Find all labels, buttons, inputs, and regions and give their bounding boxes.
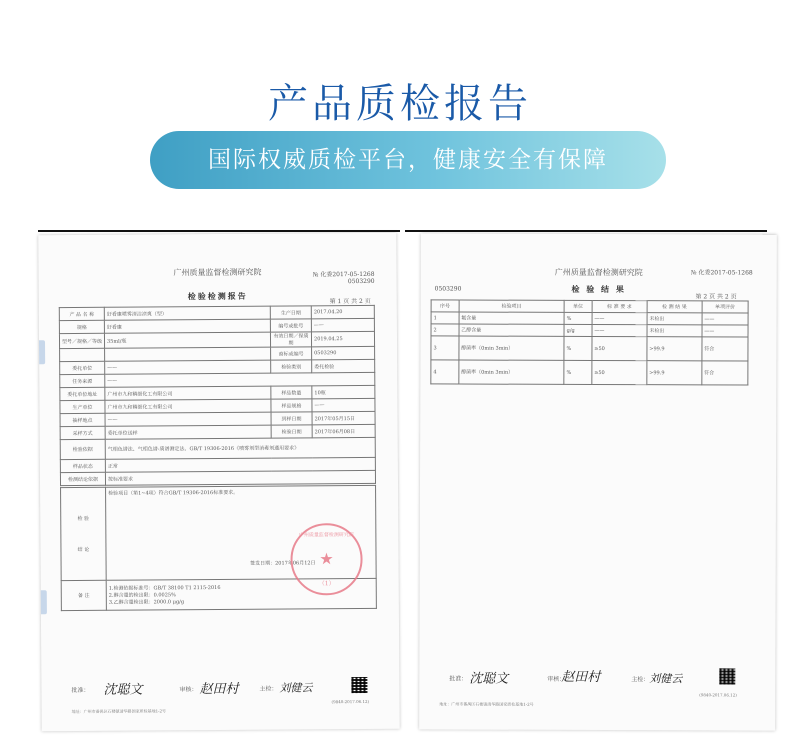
table-cell: 委托检验	[312, 359, 375, 372]
table-cell: 符合	[702, 337, 748, 361]
table-cell: 广州市九和精细化工有限公司	[105, 399, 271, 413]
table-row	[431, 324, 748, 337]
table-cell: 型号／规格／等级	[59, 333, 104, 348]
table-cell: ——	[311, 318, 374, 331]
institute-name: 广州质量监督检测研究院	[554, 267, 643, 278]
footer-code: (9840-2017.06.12)	[331, 698, 370, 705]
binder-clip	[38, 340, 45, 364]
table-cell: 2	[431, 324, 459, 336]
table-row	[60, 437, 375, 459]
page-number: 第 1 页 共 2 页	[329, 297, 371, 306]
table-cell: 委托单位送样	[105, 425, 271, 439]
approver-label: 批准：	[449, 675, 468, 683]
footer-code: (9840-2017.06.12)	[699, 692, 737, 698]
column-header: 单项评价	[702, 301, 748, 313]
table-cell: 检验依据	[60, 439, 105, 459]
table-cell: 规格	[59, 320, 104, 333]
table-cell: 有效日期／保质期	[270, 332, 311, 347]
page-number: 第 2 页 共 2 页	[695, 293, 737, 301]
table-cell	[60, 348, 105, 361]
results-table	[430, 299, 748, 385]
table-cell: ——	[702, 325, 748, 337]
serial-number: 0503290	[347, 277, 375, 286]
remark: 3.乙醇含量检出限：2000.0 μg/g	[108, 599, 185, 606]
table-cell: 采样方式	[60, 426, 105, 439]
table-cell: ——	[592, 312, 647, 324]
table-cell: 商标或编号	[271, 347, 312, 360]
table-cell: 委托单位地址	[60, 387, 105, 400]
table-cell: 样品规格	[271, 399, 312, 412]
table-cell: 2017年06月08日	[312, 424, 375, 437]
banner: 国际权威质检平台，健康安全有保障	[150, 131, 666, 189]
column-header: 标 准 要 求	[592, 300, 647, 312]
divider	[38, 230, 400, 232]
table-cell: 正常	[105, 457, 375, 472]
institute-name: 广州质量监督检测研究院	[173, 267, 262, 278]
reviewer-signature: 赵田村	[561, 669, 601, 686]
table-cell: 生产单位	[60, 400, 105, 413]
table-cell: ——	[702, 313, 748, 325]
table-cell: 委托单位	[60, 361, 105, 374]
tester-signature: 刘健云	[279, 681, 313, 695]
table-cell: 抽样地点	[60, 413, 105, 426]
table-cell: 醇菌率（0min 3min）	[459, 336, 564, 360]
table-cell: 广州市九和精细化工有限公司	[105, 386, 271, 400]
table-cell: 检验类别	[271, 360, 312, 373]
table-row	[431, 312, 748, 325]
table-cell: ——	[105, 412, 271, 426]
serial-number: 0503290	[434, 285, 462, 293]
table-cell: 到样日期	[271, 412, 312, 425]
page-title: 产品质检报告	[268, 81, 532, 127]
table-row	[431, 360, 748, 385]
approver-label: 批准：	[71, 686, 90, 695]
table-row	[60, 470, 375, 485]
remark: 2.醇含量的检出限：0.0025%	[108, 592, 176, 599]
qr-code	[351, 677, 367, 693]
reviewer-signature: 赵田村	[199, 681, 239, 698]
footer-address: 地址：广州市番禺区石楼镇清华路国家质检基地1-2号	[439, 701, 534, 707]
table-cell: 2017年05月15日	[312, 411, 375, 424]
table-cell: 样品状态	[60, 459, 105, 472]
table-cell: g/g	[564, 324, 592, 336]
table-cell: >99.9	[647, 337, 702, 361]
report-page-1	[38, 233, 399, 731]
table-cell: 3	[431, 336, 459, 360]
conclusion-text: 检验项目（第1~4项）符合GB/T 19306-2016标准要求。	[108, 489, 239, 497]
table-cell: 1	[431, 312, 459, 324]
table-cell: 10瓶	[312, 385, 375, 398]
table-cell: 好看康	[104, 319, 270, 333]
table-cell: ≥50	[592, 336, 647, 360]
column-header: 序号	[431, 300, 459, 312]
conclusion-label: 结 论	[77, 546, 90, 553]
sign-date: 签发日期：2017年06月12日	[250, 560, 316, 567]
footer-address: 地址：广州市番禺区石楼镇清华路国家质检基地1-2号	[71, 708, 167, 715]
conclusion-table: 检 验 结 论 检验项目（第1~4项）符合GB/T 19306-2016标准要求。 签发日期：2017年06月12日 备 注 1.检测依据标准号：GB/T 38100 T1 2115-2016 2.醇含量的检出限：0.0025% 3.乙醇含量检出限：2000.0 μg/g	[60, 485, 377, 611]
column-header: 检验项目	[459, 300, 564, 312]
table-cell: 编号或批号	[270, 319, 311, 332]
reviewer-label: 审核：	[547, 675, 566, 683]
table-cell: ≥50	[592, 360, 647, 384]
table-cell: ——	[105, 360, 271, 374]
table-cell: 检测结论依据	[60, 472, 105, 485]
table-cell	[105, 347, 271, 361]
conclusion-label: 检 验	[77, 515, 90, 522]
divider	[405, 230, 767, 232]
table-cell: 任务来源	[60, 374, 105, 387]
tester-signature: 刘健云	[649, 672, 683, 686]
reviewer-label: 审核：	[179, 686, 198, 694]
column-header: 单位	[564, 300, 592, 312]
report-number: № 化委2017-05-1268	[312, 270, 375, 279]
report-page-2	[419, 233, 777, 730]
table-cell: 符合	[702, 361, 748, 385]
remark: 1.检测依据标准号：GB/T 38100 T1 2115-2016	[108, 584, 221, 592]
table-cell: 乙醇含量	[459, 324, 564, 336]
table-cell: 好看康喷雾清洁凉爽（型）	[104, 306, 270, 320]
table-cell: 氟含量	[459, 312, 564, 324]
table-cell: >99.9	[647, 361, 702, 385]
table-cell: 2019.04.25	[311, 331, 374, 346]
table-cell: 醇菌率（0min 3min）	[459, 360, 564, 384]
table-row	[431, 336, 748, 361]
table-cell: 按标准要求	[105, 470, 375, 485]
official-stamp: 广州质量监督检测研究院 ★ （1）	[290, 523, 363, 596]
report-number: № 化委2017-05-1268	[690, 269, 753, 277]
table-cell: 未检出	[647, 313, 702, 325]
table-cell: %	[564, 360, 592, 384]
table-cell: ——	[592, 324, 647, 336]
qr-code	[719, 668, 735, 684]
table-cell: 4	[431, 360, 459, 384]
table-cell: 0503290	[312, 346, 375, 359]
table-cell: %	[564, 312, 592, 324]
table-cell: 检验日期	[271, 425, 312, 438]
report-table	[59, 305, 376, 486]
table-cell: 未检出	[647, 325, 702, 337]
binder-clip	[39, 590, 47, 614]
table-cell: 2017.04.20	[311, 305, 374, 318]
table-cell: 样品数量	[271, 386, 312, 399]
table-cell: 产 品 名 称	[59, 307, 104, 320]
report-title: 检验检测报告	[187, 290, 248, 302]
table-cell: %	[564, 336, 592, 360]
table-cell: 气相色谱法、气相色谱-质谱测定法、GB/T 19306-2016《喷雾剂型消毒剂通用要求》	[105, 437, 375, 459]
table-cell: ——	[312, 398, 375, 411]
approver-signature: 沈聪文	[103, 682, 143, 698]
table-cell: 35ml/瓶	[104, 332, 270, 348]
tester-label: 主检：	[259, 685, 278, 693]
column-header: 检 测 结 果	[647, 301, 702, 313]
approver-signature: 沈聪文	[469, 671, 509, 687]
table-cell: ——	[105, 372, 375, 387]
report-title: 检 验 结 果	[571, 283, 626, 295]
tester-label: 主检：	[631, 676, 650, 684]
table-cell: 生产日期	[270, 306, 311, 319]
